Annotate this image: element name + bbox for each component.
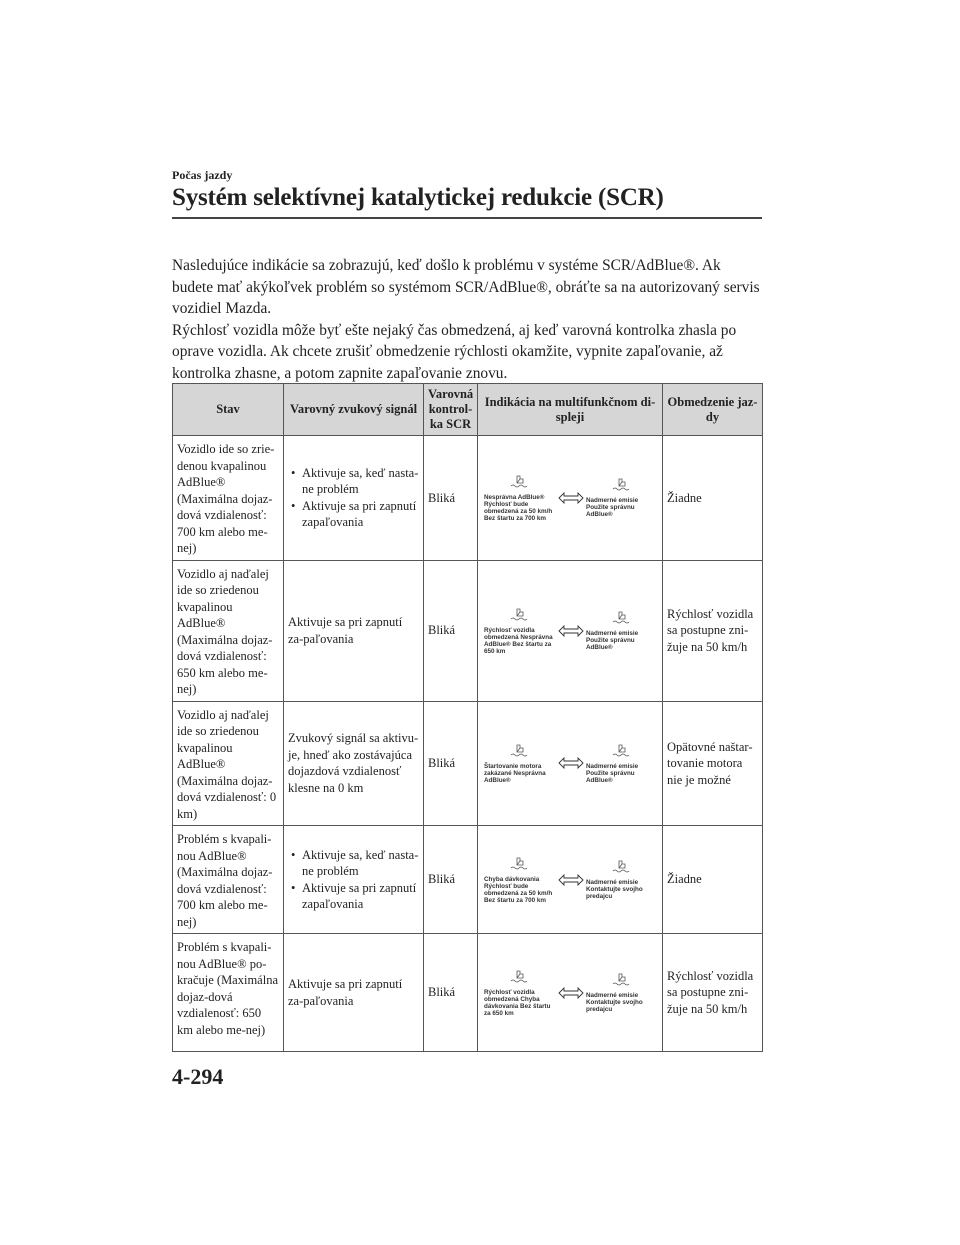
display-screen-right <box>586 972 658 1013</box>
scr-warning-icon <box>611 859 633 875</box>
intro-text <box>172 255 764 384</box>
scr-warning-icon <box>509 607 531 623</box>
limit-cell: Žiadne <box>663 436 763 561</box>
header-state: Stav <box>173 384 284 436</box>
display-screen-left <box>484 856 556 904</box>
display-message-left: Nesprávna AdBlue® Rýchlosť bude obmedzená za 50 km/h Bez štartu za 700 km <box>484 493 553 522</box>
buzzer-cell <box>284 934 424 1052</box>
scr-lamp-cell: Bliká <box>424 701 478 826</box>
display-message-right: Nadmerné emisie Použite správnu AdBlue® <box>586 497 639 519</box>
display-cell <box>478 826 663 934</box>
buzzer-item: • Aktivuje sa, keď nasta-ne problém <box>288 847 419 880</box>
page-title: Systém selektívnej katalytickej redukcie (SCR) <box>172 184 664 211</box>
double-arrow-icon <box>558 625 584 637</box>
scr-indication-table <box>172 383 763 1052</box>
double-arrow-icon <box>558 757 584 769</box>
state-cell: Vozidlo ide so zrie-denou kvapalinou AdBlue® (Maximálna dojaz-dová vzdialenosť: 700 km alebo me-nej) <box>173 436 284 561</box>
scr-lamp-cell: Bliká <box>424 436 478 561</box>
buzzer-cell <box>284 701 424 826</box>
state-cell: Vozidlo aj naďalej ide so zriedenou kvapalinou AdBlue® (Maximálna dojaz-dová vzdialenosť: 650 km alebo me-nej) <box>173 560 284 701</box>
scr-warning-icon <box>611 743 633 759</box>
table-row <box>173 701 763 826</box>
display-cell <box>478 436 663 561</box>
buzzer-text: Zvukový signál sa aktivu-je, hneď ako zostávajúca dojazdová vzdialenosť klesne na 0 km <box>288 731 419 795</box>
state-cell: Problém s kvapali-nou AdBlue® po-kračuje (Maximálna dojaz-dová vzdialenosť: 650 km alebo me-nej) <box>173 934 284 1052</box>
display-cell <box>478 560 663 701</box>
table-row <box>173 436 763 561</box>
section-label: Počas jazdy <box>172 168 233 182</box>
intro-paragraph-2: Rýchlosť vozidla môže byť ešte nejaký čas obmedzená, aj keď varovná kontrolka zhasla po oprave vozidla. Ak chcete zrušiť obmedzenie rýchlosti okamžite, vypnite zapaľovanie, až kontrolka zhasne, a potom zapnite zapaľovanie znovu. <box>172 321 737 382</box>
table-header-row <box>173 384 763 436</box>
double-arrow-icon <box>558 874 584 886</box>
display-screen-right <box>586 743 658 784</box>
buzzer-text: Aktivuje sa pri zapnutí za-paľovania <box>288 977 403 1008</box>
limit-cell: Rýchlosť vozidla sa postupne zni-žuje na 50 km/h <box>663 560 763 701</box>
state-cell: Problém s kvapali-nou AdBlue® (Maximálna dojaz-dová vzdialenosť: 700 km alebo me-nej) <box>173 826 284 934</box>
header-display: Indikácia na multifunkčnom di-spleji <box>478 384 663 436</box>
buzzer-text: Aktivuje sa pri zapnutí za-paľovania <box>288 615 403 646</box>
double-arrow-icon <box>558 987 584 999</box>
limit-cell: Žiadne <box>663 826 763 934</box>
limit-cell: Rýchlosť vozidla sa postupne zni-žuje na 50 km/h <box>663 934 763 1052</box>
scr-warning-icon <box>611 610 633 626</box>
display-message-right: Nadmerné emisie Použite správnu AdBlue® <box>586 630 639 651</box>
table-row <box>173 934 763 1052</box>
table-row <box>173 826 763 934</box>
display-message-right: Nadmerné emisie Kontaktujte svojho predajcu <box>586 992 643 1013</box>
display-message-right: Nadmerné emisie Použite správnu AdBlue® <box>586 762 639 784</box>
display-screen-left <box>484 743 556 784</box>
buzzer-cell <box>284 826 424 934</box>
display-screen-right <box>586 610 658 651</box>
table-row <box>173 560 763 701</box>
display-cell <box>478 934 663 1052</box>
display-screen-left <box>484 474 556 522</box>
state-cell: Vozidlo aj naďalej ide so zriedenou kvapalinou AdBlue® (Maximálna dojaz-dová vzdialenosť: 0 km) <box>173 701 284 826</box>
title-divider <box>172 217 762 219</box>
display-screen-right <box>586 859 658 900</box>
buzzer-item: • Aktivuje sa pri zapnutí zapaľovania <box>288 880 419 913</box>
scr-lamp-cell: Bliká <box>424 560 478 701</box>
buzzer-cell <box>284 436 424 561</box>
display-message-right: Nadmerné emisie Kontaktujte svojho predajcu <box>586 879 643 900</box>
header-buzzer: Varovný zvukový signál <box>284 384 424 436</box>
display-screen-right <box>586 477 658 518</box>
buzzer-item: • Aktivuje sa pri zapnutí zapaľovania <box>288 498 419 531</box>
scr-warning-icon <box>509 474 531 490</box>
scr-warning-icon <box>611 972 633 988</box>
scr-warning-icon <box>509 743 531 759</box>
buzzer-list <box>288 847 419 913</box>
page-number: 4-294 <box>172 1064 224 1089</box>
display-screen-left <box>484 607 556 655</box>
header-scr-lamp: Varovná kontrol-ka SCR <box>424 384 478 436</box>
header-limit: Obmedzenie jaz-dy <box>663 384 763 436</box>
display-cell <box>478 701 663 826</box>
scr-warning-icon <box>509 856 531 872</box>
limit-cell: Opätovné naštar-tovanie motora nie je možné <box>663 701 763 826</box>
display-message-left: Štartovanie motora zakázané Nesprávna AdBlue® <box>484 762 546 784</box>
buzzer-item: • Aktivuje sa, keď nasta-ne problém <box>288 465 419 498</box>
intro-paragraph-1: Nasledujúce indikácie sa zobrazujú, keď došlo k problému v systéme SCR/AdBlue®. Ak budete mať akýkoľvek problém so systémom SCR/AdBlue®, obráťte sa na autorizovaný servis vozidiel Mazda. <box>172 257 760 317</box>
display-message-left: Rýchlosť vozidla obmedzená Nesprávna AdBlue® Bez štartu za 650 km <box>484 626 553 655</box>
display-message-left: Rýchlosť vozidla obmedzená Chyba dávkovania Bez štartu za 650 km <box>484 988 551 1017</box>
double-arrow-icon <box>558 492 584 504</box>
display-screen-left <box>484 969 556 1017</box>
scr-warning-icon <box>509 969 531 985</box>
scr-warning-icon <box>611 477 633 493</box>
buzzer-cell <box>284 560 424 701</box>
display-message-left: Chyba dávkovania Rýchlosť bude obmedzená za 50 km/h Bez štartu za 700 km <box>484 875 553 904</box>
scr-lamp-cell: Bliká <box>424 826 478 934</box>
buzzer-list <box>288 465 419 531</box>
scr-lamp-cell: Bliká <box>424 934 478 1052</box>
